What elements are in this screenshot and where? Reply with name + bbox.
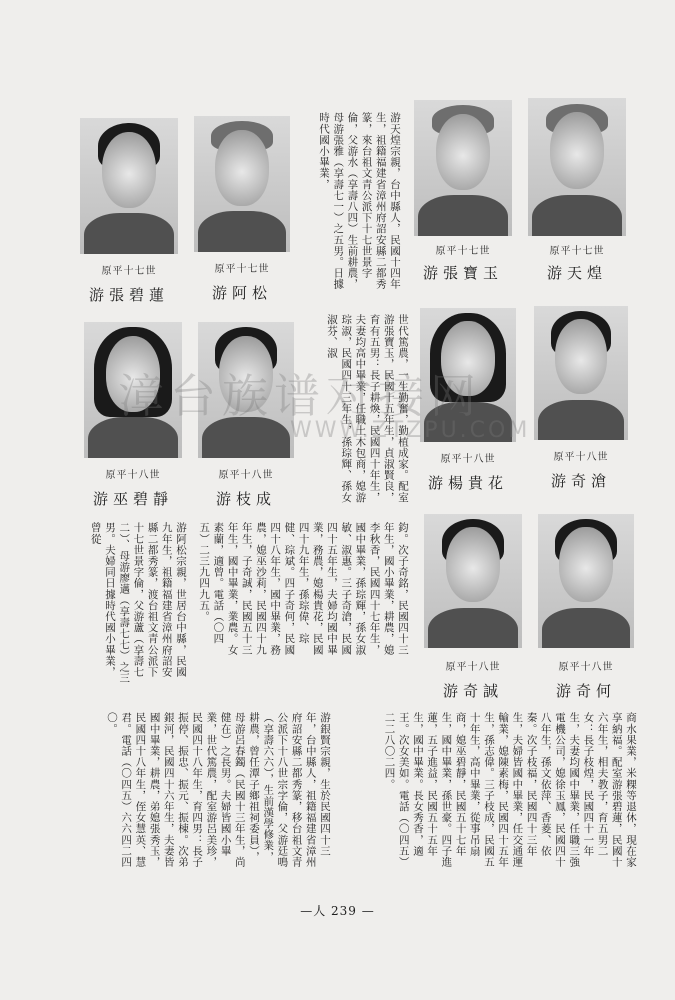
person-name: 游巫碧靜 xyxy=(92,490,173,508)
biography-text: 鈞。次子奇銘，民國四十三年生，國小畢業，耕農，媳李秋香，民國四十七年生，國中畢業，孫琮輝，孫女淑敏、淑惠。三子奇滄，民國四十五年生，夫婦均國中畢業，務農，媳楊貴花，民國四十九年生，孫琮偉、琮健、琮斌。四子奇何，民國四十八年生，國中畢業，務農，媳巫沙莉，民國四十九年生，子奇誠，民國五十三年生，國中畢業，業農。女素蘭，適曾。電話（〇四五）二三九四九五。 xyxy=(198,522,409,656)
person-caption: 原平十八世 xyxy=(445,662,501,673)
person-name: 游張碧蓮 xyxy=(88,286,169,304)
portrait-photo xyxy=(80,118,178,254)
person-name: 游奇何 xyxy=(555,682,616,700)
biography-text: 商水果業，米粿等退休，現在家享納福。配室游張碧蓮，民國十六年生，相夫教子，育五男二女：長子枝煌，民國四十一年生，夫妻均國中畢業，任職三強電機公司，媳徐玉鳳，民國四十八年生，孫文依萍、香菱、依秦。次子枝福，民國四十三年生，夫婦皆國中畢業，任交通運輸業，媳陳素梅，民國四十五年生，孫志偉。三子枝成，民國五十年生，高中畢業，從事吊扇商，媳巫碧靜，民國五十七年生，國中畢業，孫世豪。四子進蓮，五子進益，民國五十五年生，國中畢業。長女秀香，適王。次女美如。電話（〇四五）二二八〇二四。 xyxy=(383,712,637,868)
person-name: 游楊貴花 xyxy=(427,474,508,492)
biography-text: 游阿松宗親，世居台中縣，民國九年生，祖籍福建省漳州府詔安縣二都秀篆，渡台祖文青公派下十七世景字倫，父游蘆（享壽七二）、母游廖邁（享壽七七）之三男。夫婦同日據時代國小畢業，曾從 xyxy=(89,522,187,684)
biography-text: 游天煌宗親，台中縣人，民國十四年生，祖籍福建省漳州府詔安縣二都秀篆，來台祖文青公派下十七世景字倫，父游水（享壽八四）生前耕農，母游張雅（享壽七一）之五男。日據時代國小畢業， xyxy=(317,112,401,290)
portrait-photo xyxy=(538,514,634,648)
portrait-photo xyxy=(528,98,626,236)
person-name: 游奇誠 xyxy=(442,682,503,700)
person-caption: 原平十八世 xyxy=(440,454,496,465)
person-caption: 原平十七世 xyxy=(549,246,605,257)
person-name: 游奇滄 xyxy=(550,472,611,490)
person-caption: 原平十八世 xyxy=(558,662,614,673)
portrait-photo xyxy=(424,514,522,648)
portrait-photo xyxy=(194,116,290,252)
person-name: 游天煌 xyxy=(546,264,607,282)
watermark-text: 漳台族谱对接网 xyxy=(118,369,482,423)
watermark-url: WWW.ZTZPU.COM xyxy=(290,418,531,443)
person-name: 游張寶玉 xyxy=(422,264,503,282)
person-caption: 原平十七世 xyxy=(435,246,491,257)
biography-text: 世代篤農，一生勤奮，勤植成家。配室游張寶玉，民國十五年生，貞淑賢良，育有五男：長子耕煥，民國四十年生，夫妻均高中畢業，任職土木包商，媳游琮淑，民國四十三年生，孫琮輝、孫女淑芬、淑 xyxy=(325,314,409,503)
person-caption: 原平十八世 xyxy=(218,470,274,481)
page-number: —人 239 — xyxy=(300,904,375,918)
portrait-photo xyxy=(534,306,628,440)
person-caption: 原平十八世 xyxy=(105,470,161,481)
person-caption: 原平十七世 xyxy=(214,264,270,275)
person-name: 游阿松 xyxy=(211,284,272,302)
biography-text: 游銀賢宗親，生於民國四十三年，台中縣人，祖籍福建省漳州府詔安縣二都秀篆，移台祖文青公派下十八世宗字倫，父游廷鳴（享壽六六），生前漢學修業，耕農，曾任潭子鄉祖祠委員），母游呂春鐲（民國十三年生，尚健在）之長男。夫婦皆國小畢業，世代篤農，配室游呂美珍，民國四十八年生，育四男：長子振停、振忠、振元、振棟。次弟銀河，民國四十六年生，夫妻皆國中畢業，耕農，弟媳張秀玉，民國四十八年生，侄女慧英、慧君。電話（〇四五）六六四二四〇。 xyxy=(105,712,331,868)
person-name: 游枝成 xyxy=(215,490,276,508)
person-caption: 原平十七世 xyxy=(101,266,157,277)
portrait-photo xyxy=(414,100,512,236)
person-caption: 原平十八世 xyxy=(553,452,609,463)
